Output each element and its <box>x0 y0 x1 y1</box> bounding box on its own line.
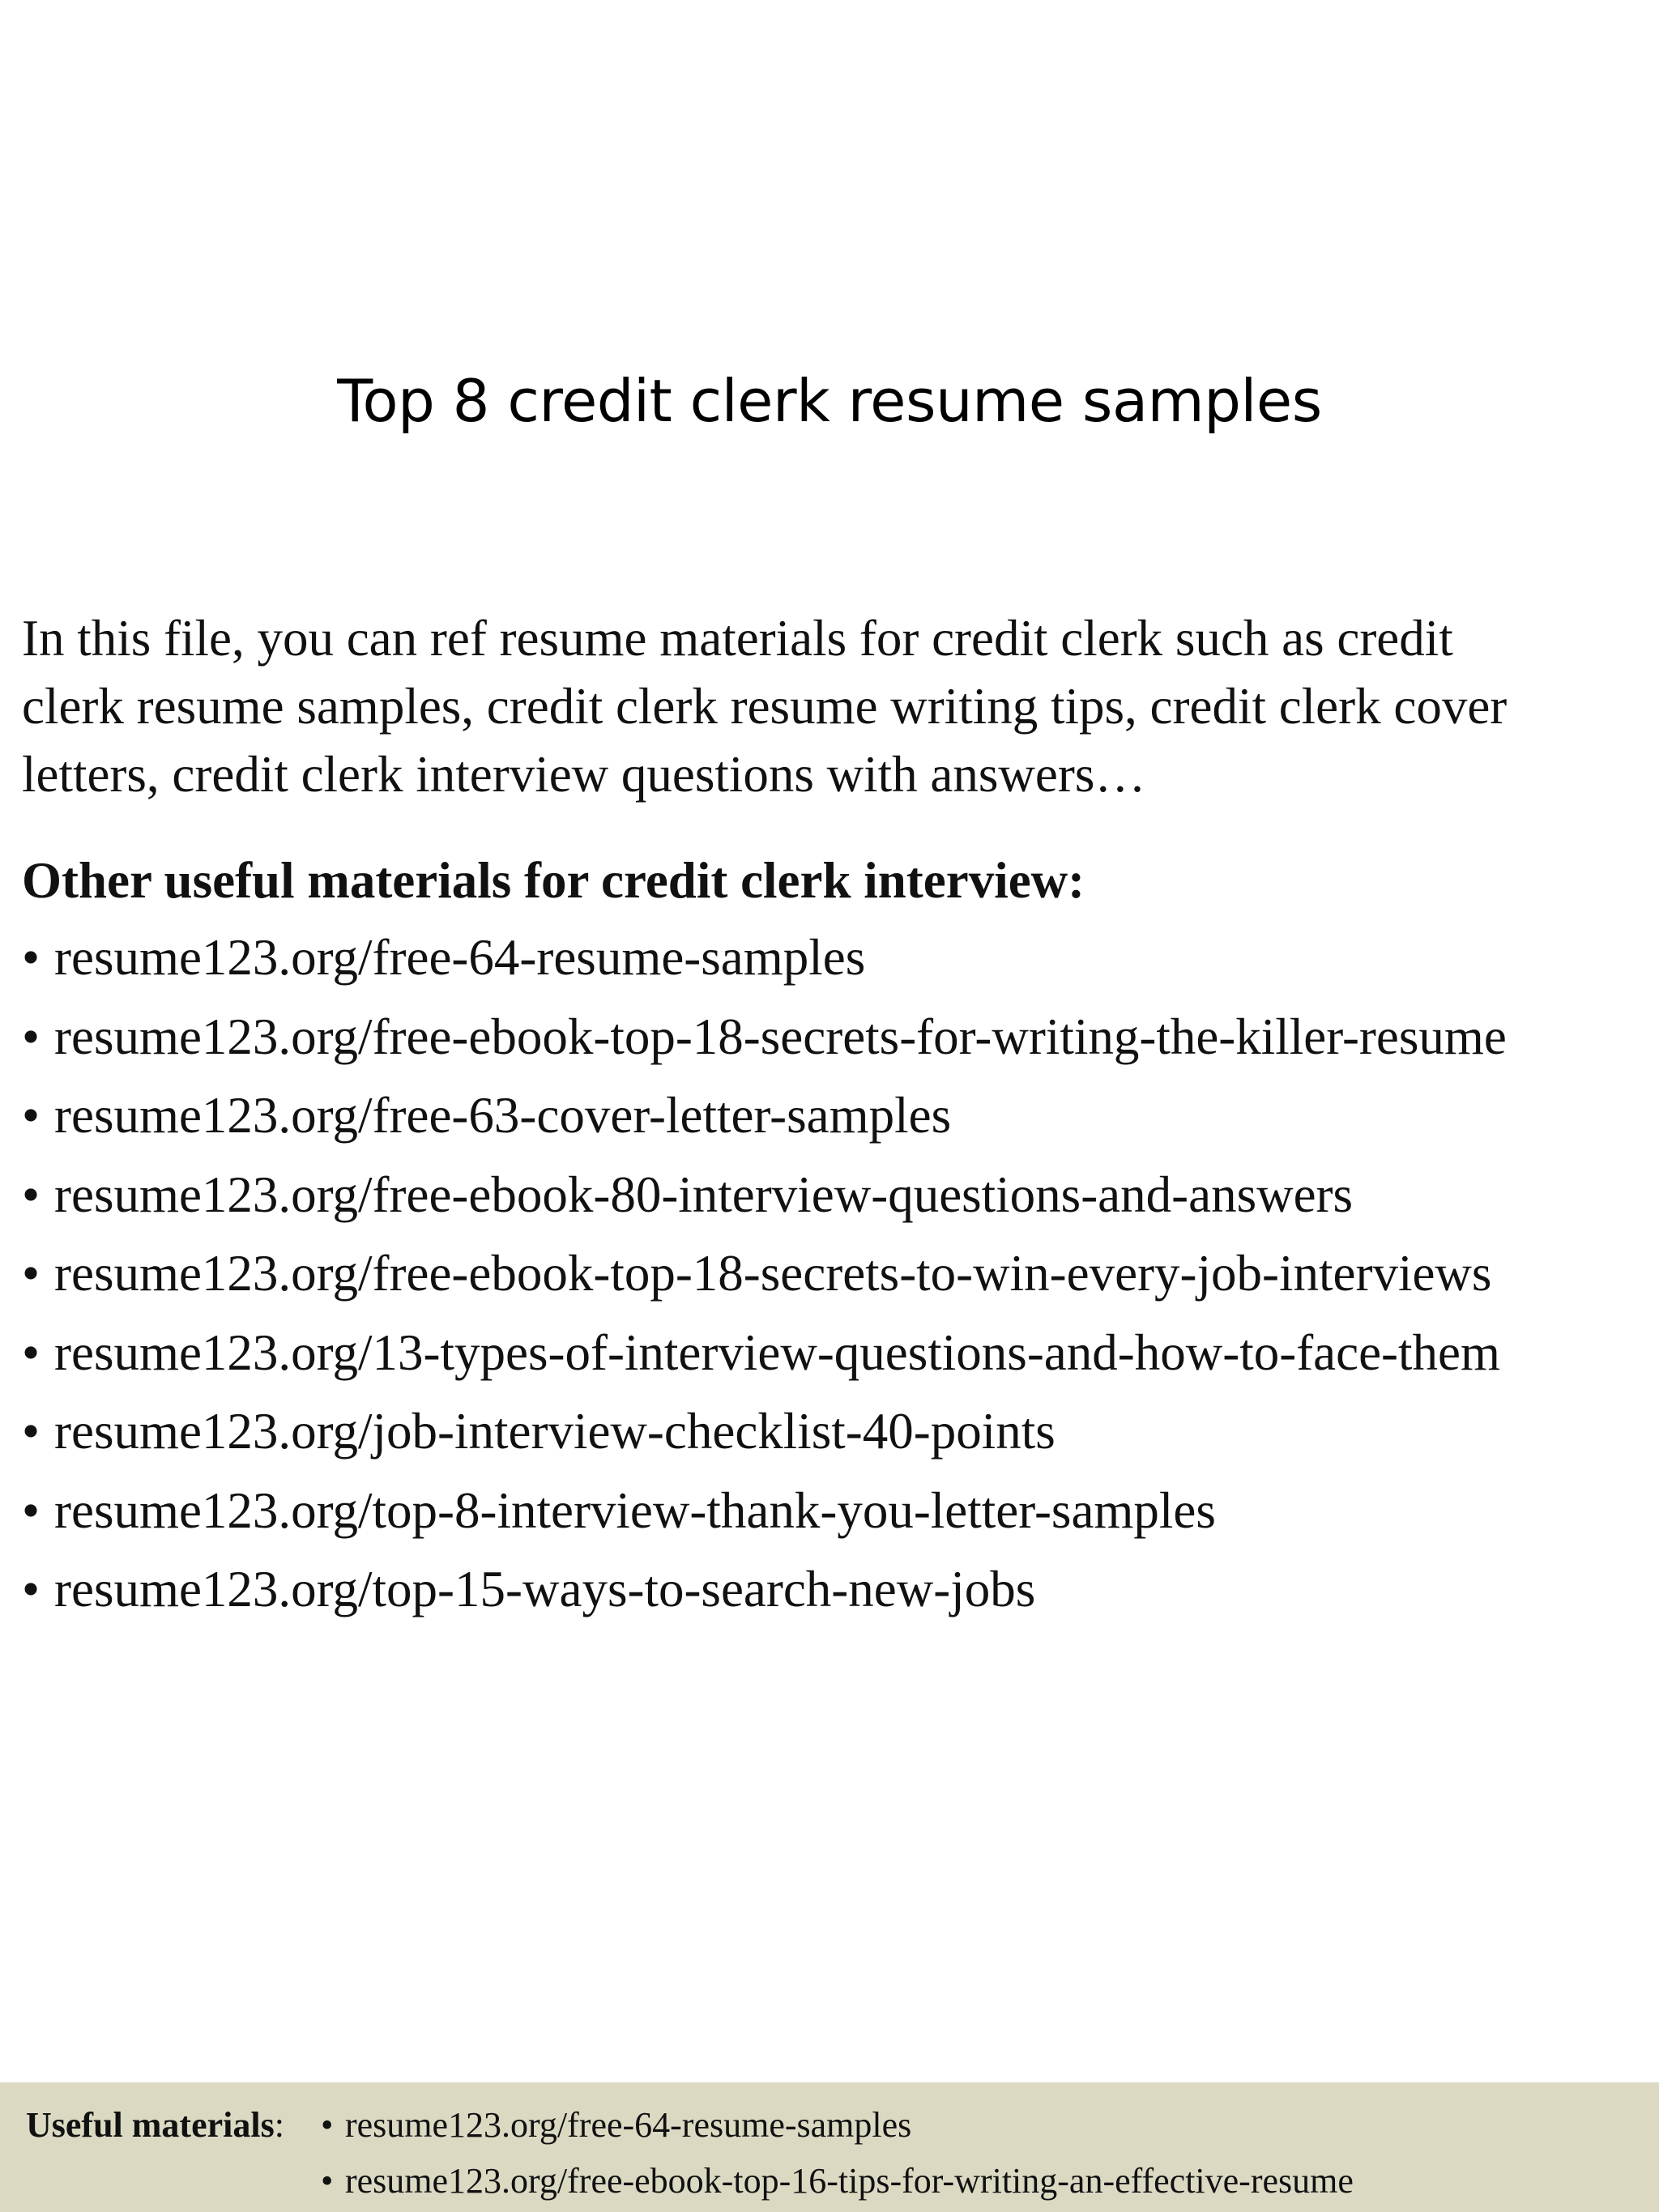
intro-line: letters, credit clerk interview questions with answers… <box>22 746 1146 803</box>
bullet-icon: • <box>22 1561 41 1617</box>
bullet-icon: • <box>22 1245 41 1302</box>
material-link[interactable]: resume123.org/top-15-ways-to-search-new-jobs <box>54 1561 1036 1617</box>
list-item <box>22 1234 1507 1314</box>
material-link[interactable]: resume123.org/free-64-resume-samples <box>54 929 866 986</box>
material-link[interactable]: resume123.org/top-8-interview-thank-you-letter-samples <box>54 1481 1216 1539</box>
list-item <box>22 1314 1507 1393</box>
list-item <box>321 2154 1354 2210</box>
materials-link-list <box>22 918 1507 1630</box>
list-item <box>22 1156 1507 1235</box>
list-item <box>22 918 1507 998</box>
material-link[interactable]: resume123.org/free-63-cover-letter-samples <box>54 1087 952 1144</box>
bullet-icon: • <box>22 1008 41 1065</box>
bullet-icon: • <box>22 1481 41 1539</box>
footer-link[interactable]: resume123.org/free-ebook-top-16-tips-for-writing-an-effective-resume <box>345 2161 1354 2201</box>
bullet-icon: • <box>22 929 41 986</box>
material-link[interactable]: resume123.org/job-interview-checklist-40-points <box>54 1403 1056 1460</box>
list-item <box>22 1392 1507 1472</box>
bullet-icon: • <box>22 1166 41 1223</box>
list-item <box>22 1076 1507 1156</box>
footer-link-list <box>321 2099 1354 2210</box>
footer-bar <box>0 2082 1659 2212</box>
intro-paragraph <box>22 604 1642 808</box>
page-title: Top 8 credit clerk resume samples <box>337 367 1322 435</box>
material-link[interactable]: resume123.org/13-types-of-interview-questions-and-how-to-face-them <box>54 1323 1501 1381</box>
footer-label-text: Useful materials <box>26 2105 275 2145</box>
bullet-icon: • <box>22 1087 41 1144</box>
footer-label-separator: : <box>274 2105 284 2145</box>
list-item <box>22 998 1507 1077</box>
list-item <box>321 2099 1354 2154</box>
list-item <box>22 1472 1507 1551</box>
material-link[interactable]: resume123.org/free-ebook-top-18-secrets-to-win-every-job-interviews <box>54 1245 1492 1302</box>
bullet-icon: • <box>321 2161 334 2201</box>
list-item <box>22 1550 1507 1630</box>
intro-line: In this file, you can ref resume materials for credit clerk such as credit <box>22 610 1453 667</box>
bullet-icon: • <box>22 1403 41 1460</box>
footer-link[interactable]: resume123.org/free-64-resume-samples <box>345 2105 912 2145</box>
bullet-icon: • <box>22 1323 41 1381</box>
intro-line: clerk resume samples, credit clerk resume writing tips, credit clerk cover <box>22 678 1508 735</box>
bullet-icon: • <box>321 2105 334 2145</box>
material-link[interactable]: resume123.org/free-ebook-top-18-secrets-for-writing-the-killer-resume <box>54 1008 1507 1065</box>
section-heading: Other useful materials for credit clerk interview: <box>22 852 1085 909</box>
material-link[interactable]: resume123.org/free-ebook-80-interview-questions-and-answers <box>54 1166 1354 1223</box>
footer-label <box>26 2099 284 2152</box>
